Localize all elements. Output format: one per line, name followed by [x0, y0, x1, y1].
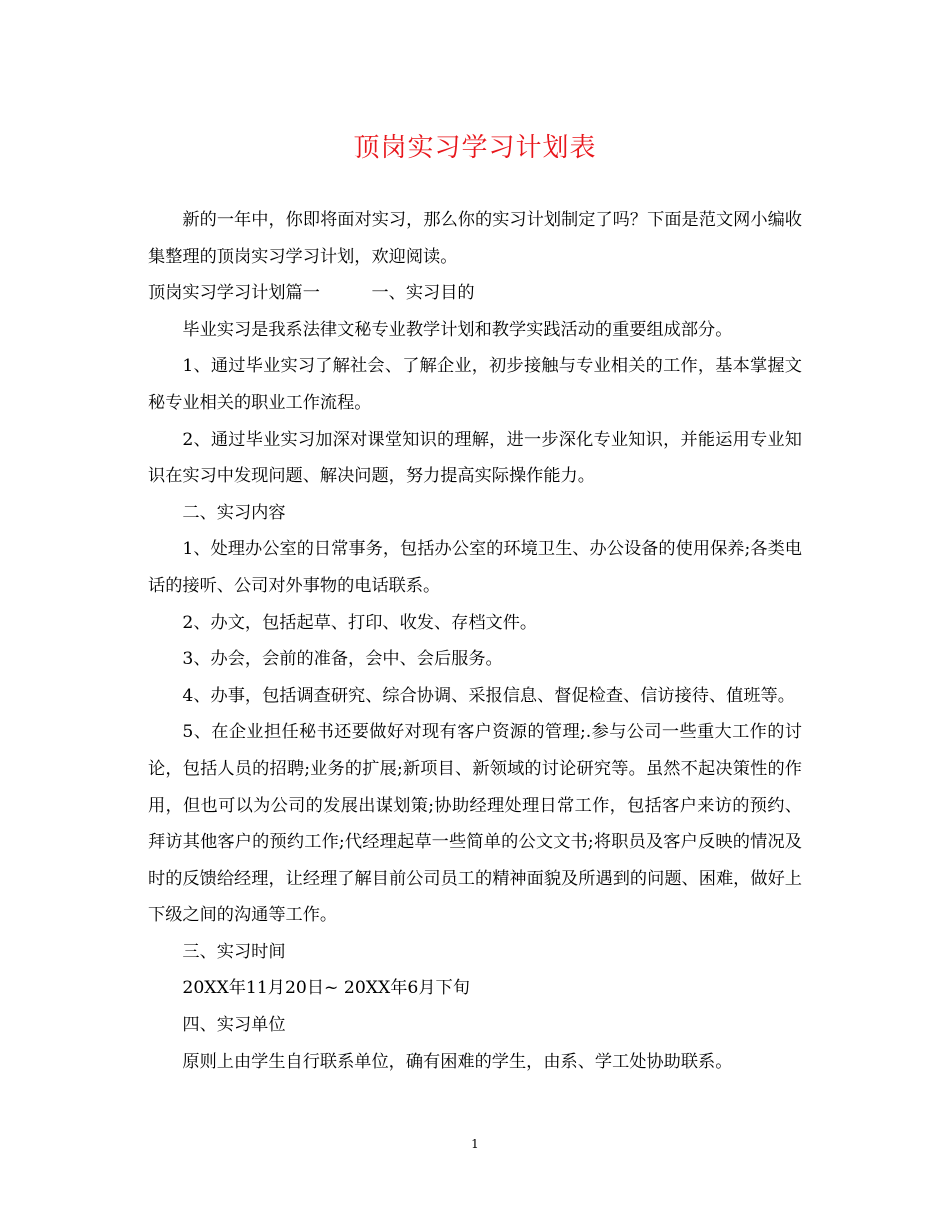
document-body — [148, 202, 802, 1080]
paragraph: 原则上由学生自行联系单位，确有困难的学生，由系、学工处协助联系。 — [182, 1051, 733, 1072]
paragraph: 1、通过毕业实习了解社会、了解企业，初步接触与专业相关的工作，基本掌握文秘专业相关的职业工作流程。 — [148, 356, 802, 413]
paragraph: 毕业实习是我系法律文秘专业教学计划和教学实践活动的重要组成部分。 — [182, 319, 733, 340]
paragraph: 5、在企业担任秘书还要做好对现有客户资源的管理;.参与公司一些重大工作的讨论，包括人员的招聘;业务的扩展;新项目、新领域的讨论研究等。虽然不起决策性的作用，但也可以为公司的发展出谋划策;协助经理处理日常工作，包括客户来访的预约、拜访其他客户的预约工作;代经理起草一些简单的公文文书;将职员及客户反映的情况及时的反馈给经理，让经理了解目前公司员工的精神面貌及所遇到的问题、困难，做好上下级之间的沟通等工作。 — [148, 722, 802, 926]
page-number: 1 — [471, 1137, 479, 1151]
document-title: 顶岗实习学习计划表 — [353, 133, 597, 163]
paragraph: 20XX年11月20日~ 20XX年6月下旬 — [182, 978, 470, 999]
paragraph: 1、处理办公室的日常事务，包括办公室的环境卫生、办公设备的使用保养;各类电话的接听、公司对外事物的电话联系。 — [148, 539, 802, 596]
paragraph: 3、办会，会前的准备，会中、会后服务。 — [182, 649, 503, 670]
section-heading: 三、实习时间 — [182, 941, 286, 962]
paragraph: 4、办事，包括调查研究、综合协调、采报信息、督促检查、信访接待、值班等。 — [182, 685, 795, 706]
paragraph: 2、通过毕业实习加深对课堂知识的理解，进一步深化专业知识，并能运用专业知识在实习中发现问题、解决问题，努力提高实际操作能力。 — [148, 429, 802, 487]
section-heading: 二、实习内容 — [182, 502, 286, 523]
plan-heading-line: 顶岗实习学习计划篇一 一、实习目的 — [148, 283, 475, 304]
intro-paragraph: 新的一年中，你即将面对实习，那么你的实习计划制定了吗？下面是范文网小编收集整理的顶岗实习学习计划，欢迎阅读。 — [148, 210, 802, 267]
section-heading: 四、实习单位 — [182, 1015, 286, 1036]
paragraph: 2、办文，包括起草、打印、收发、存档文件。 — [182, 612, 538, 633]
